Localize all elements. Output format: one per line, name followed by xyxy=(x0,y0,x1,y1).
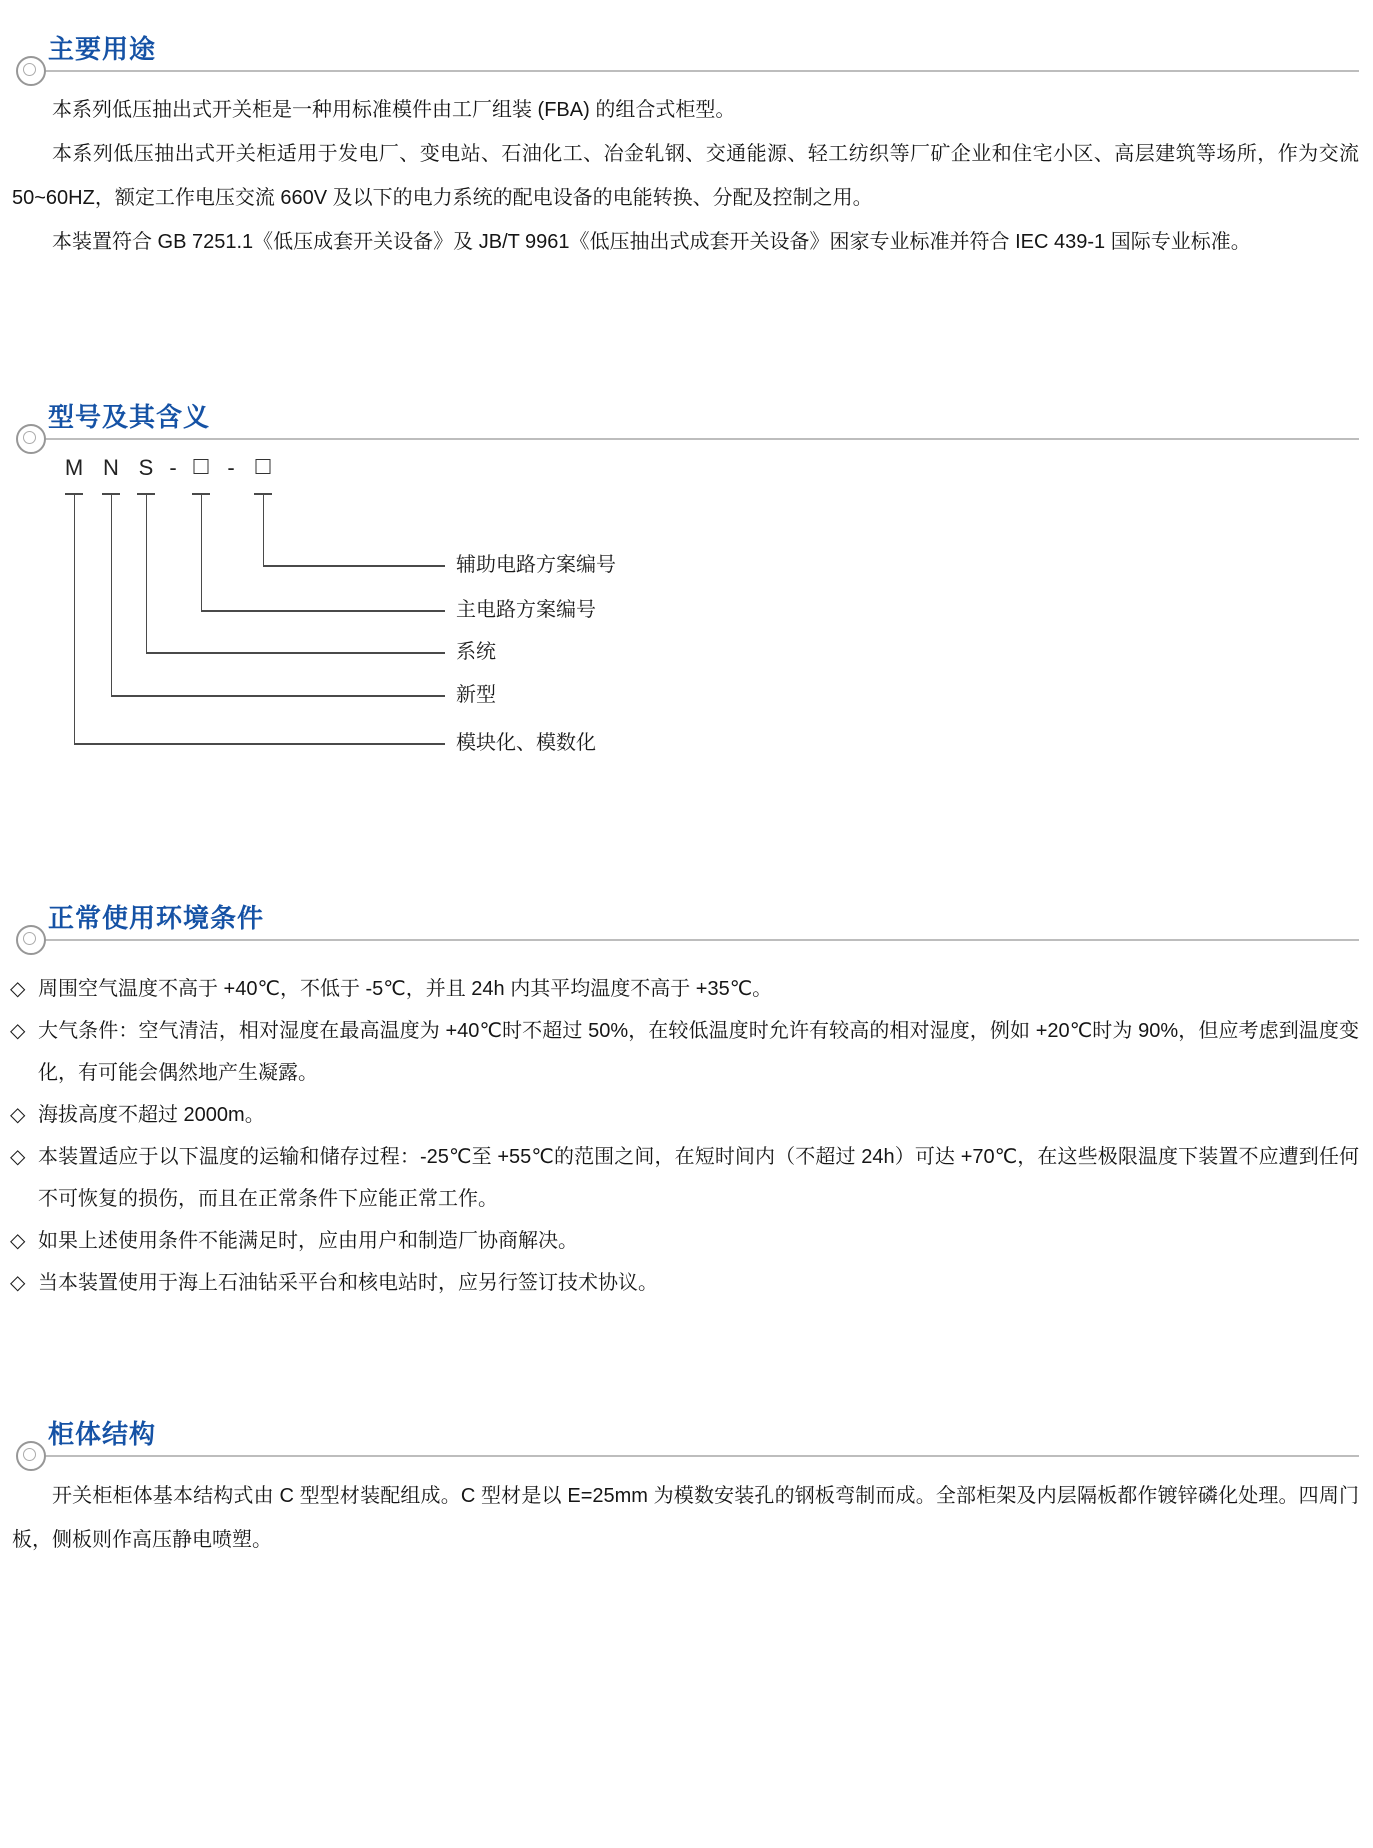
main-uses-body xyxy=(12,88,1359,264)
placeholder-box-main-circuit xyxy=(194,459,209,474)
model-designation-diagram xyxy=(60,455,1320,765)
paragraph: 开关柜柜体基本结构式由 C 型型材装配组成。C 型材是以 E=25mm 为模数安装孔的钢板弯制而成。全部柜架及内层隔板都作镀锌磷化处理。四周门板，侧板则作高压静电喷塑。 xyxy=(12,1485,1359,1551)
diagram-label-aux-circuit: 辅助电路方案编号 xyxy=(456,554,616,576)
connector-line xyxy=(201,610,445,612)
diamond-bullet-icon: ◇ xyxy=(10,1146,26,1168)
section-model-meaning xyxy=(0,394,1373,440)
section-title: 型号及其含义 xyxy=(48,402,211,432)
list-item xyxy=(10,1136,1359,1220)
connector-line xyxy=(146,652,445,654)
list-item xyxy=(10,968,1359,1010)
list-item-text: 当本装置使用于海上石油钻采平台和核电站时，应另行签订技术协议。 xyxy=(38,1272,658,1294)
diagram-label-main-circuit: 主电路方案编号 xyxy=(456,599,596,621)
list-item-text: 周围空气温度不高于 +40℃，不低于 -5℃，并且 24h 内其平均温度不高于 +35℃。 xyxy=(38,978,773,1000)
connector-line xyxy=(146,495,148,652)
section-header xyxy=(0,1411,1373,1457)
list-item xyxy=(10,1010,1359,1094)
diagram-label-modular: 模块化、模数化 xyxy=(456,732,596,754)
paragraph: 本系列低压抽出式开关柜适用于发电厂、变电站、石油化工、冶金轧钢、交通能源、轻工纺织等厂矿企业和住宅小区、高层建筑等场所，作为交流 50~60HZ，额定工作电压交流 660V 及以下的电力系统的配电设备的电能转换、分配及控制之用。 xyxy=(12,143,1359,209)
section-ring-icon xyxy=(16,925,46,955)
list-item xyxy=(10,1094,1359,1136)
list-item-text: 海拔高度不超过 2000m。 xyxy=(38,1104,265,1126)
section-divider xyxy=(42,939,1359,941)
section-header xyxy=(0,394,1373,440)
diamond-bullet-icon: ◇ xyxy=(10,1272,26,1294)
diamond-bullet-icon: ◇ xyxy=(10,978,26,1000)
section-ring-icon xyxy=(16,56,46,86)
model-letter-s: S xyxy=(138,455,154,480)
section-divider xyxy=(42,1455,1359,1457)
list-item-text: 大气条件：空气清洁，相对湿度在最高温度为 +40℃时不超过 50%，在较低温度时允许有较高的相对湿度，例如 +20℃时为 90%，但应考虑到温度变化，有可能会偶然地产生凝露。 xyxy=(38,1020,1359,1084)
connector-line xyxy=(263,495,265,565)
model-letter-n: N xyxy=(103,455,119,480)
diagram-label-system: 系统 xyxy=(456,641,496,663)
connector-line xyxy=(74,495,76,743)
section-ring-icon xyxy=(16,424,46,454)
placeholder-box-aux-circuit xyxy=(256,459,271,474)
section-header xyxy=(0,895,1373,941)
model-letter-m: M xyxy=(64,455,84,480)
section-header xyxy=(0,26,1373,72)
connector-line xyxy=(111,495,113,695)
list-item xyxy=(10,1262,1359,1304)
environment-conditions-list xyxy=(10,968,1359,1304)
list-item-text: 如果上述使用条件不能满足时，应由用户和制造厂协商解决。 xyxy=(38,1230,578,1252)
section-ring-icon xyxy=(16,1441,46,1471)
section-title: 正常使用环境条件 xyxy=(48,903,265,933)
diagram-label-new-type: 新型 xyxy=(456,684,496,706)
section-main-uses xyxy=(0,26,1373,72)
section-title: 柜体结构 xyxy=(48,1419,157,1449)
model-separator: - xyxy=(227,455,235,480)
section-title: 主要用途 xyxy=(48,34,157,64)
connector-line xyxy=(201,495,203,610)
diamond-bullet-icon: ◇ xyxy=(10,1020,26,1042)
connector-line xyxy=(263,565,445,567)
diamond-bullet-icon: ◇ xyxy=(10,1104,26,1126)
diamond-bullet-icon: ◇ xyxy=(10,1230,26,1252)
list-item xyxy=(10,1220,1359,1262)
section-divider xyxy=(42,70,1359,72)
connector-line xyxy=(74,743,445,745)
section-environment-conditions xyxy=(0,895,1373,941)
paragraph: 本系列低压抽出式开关柜是一种用标准模件由工厂组装 (FBA) 的组合式柜型。 xyxy=(52,99,736,121)
model-separator: - xyxy=(169,455,177,480)
connector-line xyxy=(111,695,445,697)
paragraph: 本装置符合 GB 7251.1《低压成套开关设备》及 JB/T 9961《低压抽出式成套开关设备》困家专业标准并符合 IEC 439-1 国际专业标准。 xyxy=(52,231,1251,253)
cabinet-structure-body xyxy=(12,1474,1359,1562)
section-cabinet-structure xyxy=(0,1411,1373,1457)
section-divider xyxy=(42,438,1359,440)
list-item-text: 本装置适应于以下温度的运输和储存过程：-25℃至 +55℃的范围之间，在短时间内（不超过 24h）可达 +70℃，在这些极限温度下装置不应遭到任何不可恢复的损伤，而且在正常条件下应能正常工作。 xyxy=(38,1146,1359,1210)
